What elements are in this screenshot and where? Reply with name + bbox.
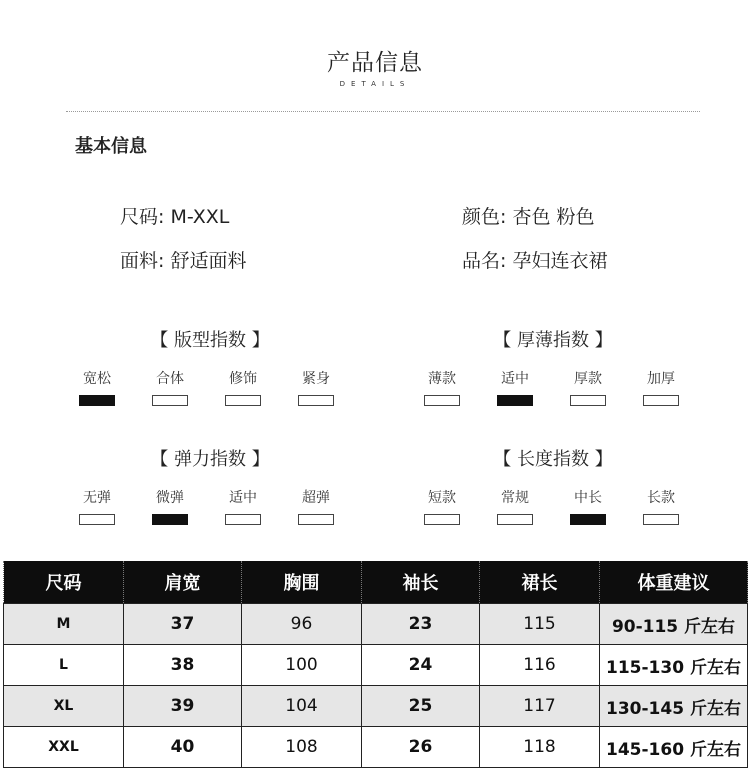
table-cell: 100 (242, 645, 362, 686)
table-cell: 118 (480, 727, 600, 768)
table-cell: 145-160 斤左右 (600, 727, 748, 768)
index-option-box (298, 395, 334, 406)
table-row (4, 645, 748, 686)
table-row (4, 686, 748, 727)
section-label-basic-info: 基本信息 (75, 136, 147, 157)
page-title: 产品信息 (327, 50, 423, 76)
table-cell: 130-145 斤左右 (600, 686, 748, 727)
table-cell: 90-115 斤左右 (600, 604, 748, 645)
index-option-label: 超弹 (302, 490, 330, 506)
index-option-box (79, 514, 115, 525)
table-cell: 96 (242, 604, 362, 645)
column-header: 裙长 (480, 561, 600, 604)
table-row (4, 727, 748, 768)
info-color: 颜色: 杏色 粉色 (462, 206, 595, 228)
index-option (213, 489, 273, 525)
table-cell: XXL (4, 727, 124, 768)
table-cell: 115 (480, 604, 600, 645)
table-cell: 115-130 斤左右 (600, 645, 748, 686)
size-table (3, 561, 747, 768)
index-option-box (152, 395, 188, 406)
column-header: 袖长 (362, 561, 480, 604)
index-title-length: 【 长度指数 】 (493, 449, 613, 470)
column-header: 胸围 (242, 561, 362, 604)
index-option-label: 适中 (229, 490, 257, 506)
index-option (631, 370, 691, 406)
index-option-label: 中长 (574, 490, 602, 506)
index-option-label: 适中 (501, 371, 529, 387)
table-cell: 104 (242, 686, 362, 727)
index-option-box (225, 395, 261, 406)
index-option-label: 薄款 (428, 371, 456, 387)
index-title-thickness: 【 厚薄指数 】 (493, 330, 613, 351)
index-option-label: 厚款 (574, 371, 602, 387)
index-option (140, 370, 200, 406)
info-fabric: 面料: 舒适面料 (120, 250, 247, 272)
index-option (286, 370, 346, 406)
index-option (412, 370, 472, 406)
table-cell: XL (4, 686, 124, 727)
index-option-label: 紧身 (302, 371, 330, 387)
index-option-label: 常规 (501, 490, 529, 506)
index-option-label: 合体 (156, 371, 184, 387)
index-option-label: 无弹 (83, 490, 111, 506)
info-product-name: 品名: 孕妇连衣裙 (462, 250, 608, 272)
index-option (485, 370, 545, 406)
table-cell: 39 (124, 686, 242, 727)
info-size: 尺码: M-XXL (120, 206, 230, 228)
index-option-label: 短款 (428, 490, 456, 506)
index-option-box (497, 514, 533, 525)
index-option-label: 加厚 (647, 371, 675, 387)
page-subtitle: DETAILS (339, 80, 411, 88)
index-option-box (225, 514, 261, 525)
index-option-box (152, 514, 188, 525)
divider (66, 111, 700, 112)
index-option-label: 长款 (647, 490, 675, 506)
index-option-box (298, 514, 334, 525)
table-cell: 40 (124, 727, 242, 768)
table-cell: 23 (362, 604, 480, 645)
table-cell: 117 (480, 686, 600, 727)
index-option-box (79, 395, 115, 406)
table-cell: L (4, 645, 124, 686)
index-option (67, 370, 127, 406)
index-option-label: 宽松 (83, 371, 111, 387)
table-cell: 38 (124, 645, 242, 686)
index-option-label: 修饰 (229, 371, 257, 387)
column-header: 肩宽 (124, 561, 242, 604)
index-title-elasticity: 【 弹力指数 】 (150, 449, 270, 470)
index-option (485, 489, 545, 525)
index-option (140, 489, 200, 525)
table-cell: 24 (362, 645, 480, 686)
table-row (4, 604, 748, 645)
index-option (67, 489, 127, 525)
index-option-box (424, 395, 460, 406)
index-title-fit: 【 版型指数 】 (150, 330, 270, 351)
index-option-box (497, 395, 533, 406)
column-header: 尺码 (4, 561, 124, 604)
index-option (558, 370, 618, 406)
table-cell: 26 (362, 727, 480, 768)
table-cell: 37 (124, 604, 242, 645)
index-option-box (643, 514, 679, 525)
index-option (286, 489, 346, 525)
index-option (558, 489, 618, 525)
index-option (631, 489, 691, 525)
index-option-box (570, 395, 606, 406)
column-header: 体重建议 (600, 561, 748, 604)
table-cell: 116 (480, 645, 600, 686)
index-option-box (570, 514, 606, 525)
table-header-row (4, 561, 748, 604)
table-cell: 25 (362, 686, 480, 727)
index-option-label: 微弹 (156, 490, 184, 506)
index-option-box (643, 395, 679, 406)
index-option (412, 489, 472, 525)
index-option (213, 370, 273, 406)
index-option-box (424, 514, 460, 525)
table-cell: M (4, 604, 124, 645)
table-cell: 108 (242, 727, 362, 768)
